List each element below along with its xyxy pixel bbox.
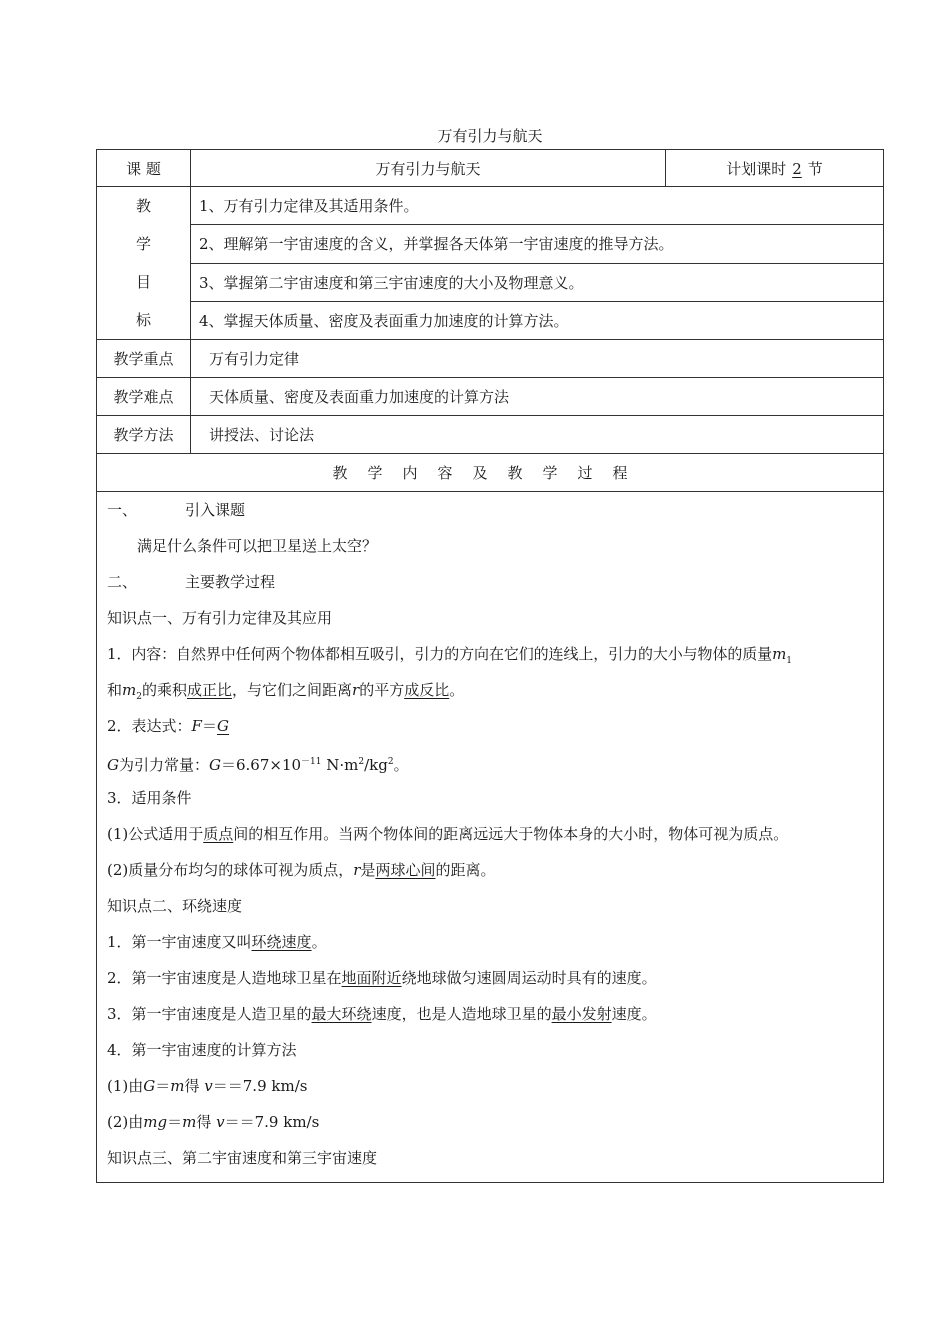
symbol-F: F [191,717,202,735]
text-run: 。 [449,681,465,699]
goal-row-4 [97,301,884,339]
text-run: ＝ [155,1077,171,1095]
key-point-label: 教学重点 [97,340,191,378]
symbol-r: r [352,681,360,699]
k2-method-2 [107,1110,873,1146]
law-content-line-2 [107,678,873,714]
content-row [97,492,884,1183]
text-run: 得 [196,1113,212,1131]
text-run: (1)公式适用于 [107,825,204,843]
section-2-heading [107,570,873,606]
underlined-term: 最小发射 [551,1005,612,1023]
goal-row-1 [97,187,884,225]
symbol-r: r [353,861,361,879]
k2-method-1 [107,1074,873,1110]
text-run: 为引力常量： [118,756,209,774]
symbol-v: v [204,1077,213,1095]
exponent: －11 [301,757,322,767]
goal-item: 4、掌握天体质量、密度及表面重力加速度的计算方法。 [191,301,884,339]
topic-value: 万有引力与航天 [191,150,666,187]
symbol-m: m [170,1077,185,1095]
symbol-G: G [107,756,119,774]
condition-1 [107,822,873,858]
text-run: ＝ [201,717,217,735]
k2-item-2 [107,966,873,1002]
text-run: 2．第一宇宙速度是人造地球卫星在 [107,969,342,987]
goal-item: 3、掌握第二宇宙速度和第三宇宙速度的大小及物理意义。 [191,263,884,301]
lesson-plan-table [96,149,884,1183]
section-title: 引入课题 [185,501,246,519]
text-run: 3．第一宇宙速度是人造卫星的 [107,1005,312,1023]
topic-row [97,150,884,187]
planned-hours [666,150,884,187]
method-row [97,416,884,454]
symbol-m: m [772,645,787,663]
section-number: 二、 [107,573,138,591]
symbol-m: m [182,1113,197,1131]
method-label: 教学方法 [97,416,191,454]
section-heading-row [97,454,884,492]
text-run: 速度，也是人造地球卫星的 [371,1005,552,1023]
section-heading: 教学内容及教学过程 [97,454,884,492]
k2-item-4: 4．第一宇宙速度的计算方法 [107,1041,297,1059]
text-run: 2．表达式： [107,717,192,735]
symbol-m: m [122,681,137,699]
k2-item-3 [107,1002,873,1038]
text-run: 是 [360,861,376,879]
text-run: ，与它们之间距离 [232,681,353,699]
key-point-row [97,340,884,378]
law-content-line-1 [107,642,873,678]
knowledge-point-2-title: 知识点二、环绕速度 [107,897,243,915]
goal-row-2 [97,225,884,263]
goals-label-char: 目 [135,273,151,291]
text-run: 速度。 [611,1005,657,1023]
knowledge-point-1-title: 知识点一、万有引力定律及其应用 [107,609,333,627]
underlined-term: 两球心间 [375,861,436,879]
text-run: ＝＝7.9 km/s [224,1113,320,1131]
goal-row-3 [97,263,884,301]
section-number: 一、 [107,501,138,519]
planned-hours-value: 2 [792,159,802,178]
topic-label: 课 题 [97,150,191,187]
symbol-mg: mg [143,1113,168,1131]
underlined-term: 最大环绕 [311,1005,372,1023]
goals-label-char: 学 [135,235,151,253]
text-run: 的乘积 [141,681,187,699]
goals-label-char: 教 [135,197,151,215]
conditions-title: 3．适用条件 [107,789,192,807]
method-value: 讲授法、讨论法 [191,416,884,454]
intro-question: 满足什么条件可以把卫星送上太空？ [137,537,378,555]
text-run: 绕地球做匀速圆周运动时具有的速度。 [401,969,657,987]
text-run: (1)由 [107,1077,144,1095]
exponent: 2 [387,757,394,767]
subscript: 1 [786,656,792,666]
gravitational-constant-line [107,750,873,786]
knowledge-point-3-title: 知识点三、第二宇宙速度和第三宇宙速度 [107,1149,378,1167]
text-run: 间的相互作用。当两个物体间的距离远远大于物体本身的大小时，物体可视为质点。 [233,825,789,843]
text-run: ＝ [167,1113,183,1131]
goal-item: 1、万有引力定律及其适用条件。 [191,187,884,225]
lesson-content [97,492,884,1183]
subscript: 2 [136,692,142,702]
text-run: N·m [321,756,359,774]
text-run: 和 [107,681,123,699]
underlined-term: 成正比 [187,681,233,699]
key-point-value: 万有引力定律 [191,340,884,378]
underlined-term: 成反比 [404,681,450,699]
document-title: 万有引力与航天 [437,127,543,145]
text-run: 的平方 [359,681,405,699]
text-run: (2)由 [107,1113,144,1131]
symbol-G: G [209,756,221,774]
text-run: 1．第一宇宙速度又叫 [107,933,252,951]
planned-hours-suffix: 节 [807,159,823,178]
difficulty-label: 教学难点 [97,378,191,416]
planned-hours-prefix: 计划课时 [726,159,787,178]
difficulty-value: 天体质量、密度及表面重力加速度的计算方法 [191,378,884,416]
k2-item-1 [107,930,873,966]
section-title: 主要教学过程 [185,573,276,591]
underlined-term: 环绕速度 [251,933,312,951]
text-run: 。 [393,756,409,774]
goal-item: 2、理解第一宇宙速度的含义，并掌握各天体第一宇宙速度的推导方法。 [191,225,884,263]
difficulty-row [97,378,884,416]
underlined-term: 地面附近 [341,969,402,987]
text-run: 的距离。 [435,861,496,879]
condition-2 [107,858,873,894]
text-run: /kg [364,756,388,774]
text-run: 。 [311,933,327,951]
text-run: (2)质量分布均匀的球体可视为质点， [107,861,354,879]
goals-label-char: 标 [135,311,151,329]
text-run: 得 [184,1077,200,1095]
goals-label [97,187,191,340]
exponent: 2 [358,757,365,767]
formula-line [107,714,873,750]
text-run: ＝＝7.9 km/s [212,1077,308,1095]
underlined-term: 质点 [203,825,234,843]
text-run: 1．内容：自然界中任何两个物体都相互吸引，引力的方向在它们的连线上，引力的大小与物体的质量 [107,645,773,663]
text-run: ＝6.67×10 [220,756,302,774]
section-1-heading [107,498,873,534]
symbol-G: G [143,1077,156,1095]
symbol-v: v [216,1113,225,1131]
symbol-G: G [216,717,229,735]
